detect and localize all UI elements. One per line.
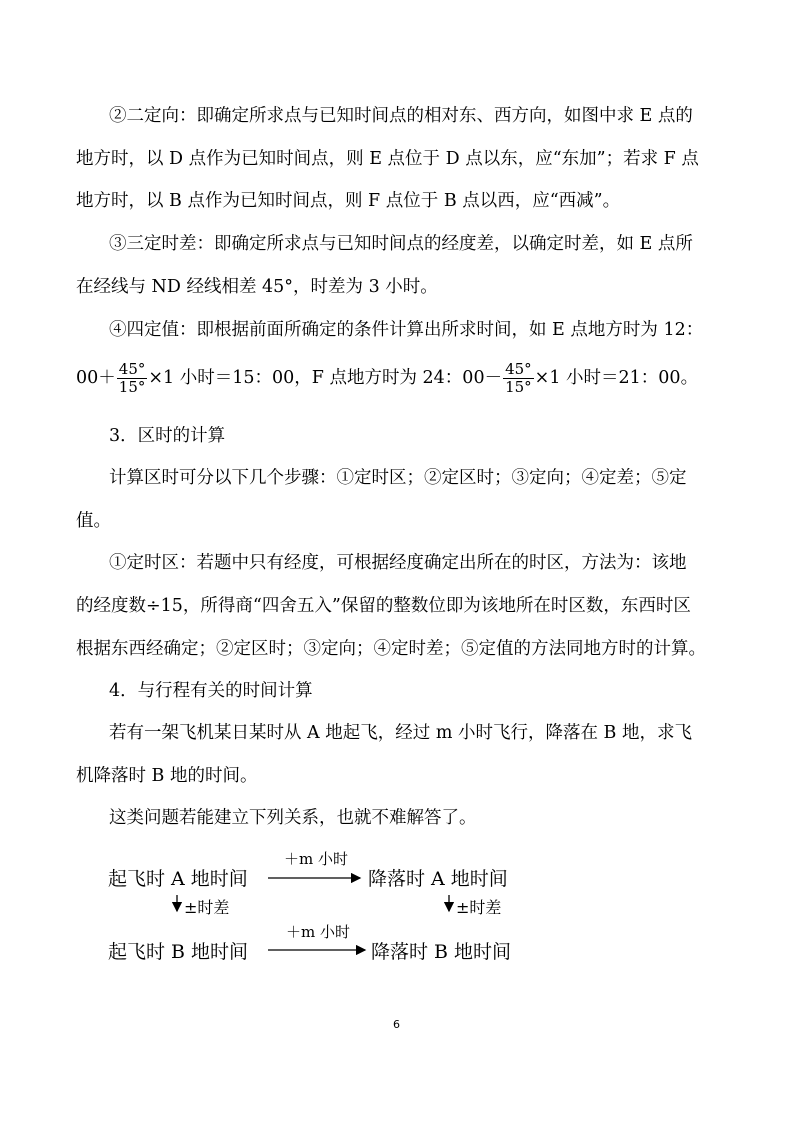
time-relation-diagram	[108, 845, 538, 970]
diagram-bottom-arrow-label: ＋m 小时	[286, 923, 350, 941]
fraction-denominator: 15°	[505, 378, 532, 396]
diagram-right-down-label: ±时差	[456, 898, 502, 917]
page-number: 6	[393, 1018, 400, 1031]
fraction-numerator: 45°	[505, 360, 532, 378]
diagram-top-left-label: 起飞时 A 地时间	[108, 868, 248, 890]
paragraph-line: 计算区时可分以下几个步骤：①定时区；②定区时；③定向；④定差；⑤定	[109, 468, 687, 488]
diagram-left-down-label: ±时差	[184, 898, 230, 917]
paragraph-line: 根据东西经确定；②定区时；③定向；④定时差；⑤定值的方法同地方时的计算。	[76, 639, 706, 659]
fraction-denominator: 15°	[118, 378, 146, 396]
paragraph-line: 机降落时 B 地的时间。	[76, 766, 258, 786]
formula-text: 00＋	[76, 368, 116, 388]
paragraph-line: 值。	[76, 511, 111, 531]
formula-line	[76, 358, 698, 398]
diagram-bottom-left-label: 起飞时 B 地时间	[108, 941, 249, 963]
paragraph-line: ③三定时差：即确定所求点与已知时间点的经度差，以确定时差，如 E 点所	[109, 234, 693, 254]
diagram-bottom-right-label: 降落时 B 地时间	[371, 941, 512, 963]
fraction	[117, 361, 148, 396]
formula-text: ×1 小时＝15：00，F 点地方时为 24：00－	[148, 368, 503, 388]
paragraph-line: 的经度数÷15，所得商“四舍五入”保留的整数位即为该地所在时区数，东西时区	[76, 596, 691, 616]
paragraph-line: 地方时，以 D 点作为已知时间点，则 E 点位于 D 点以东，应“东加”；若求 F 点	[76, 149, 699, 169]
paragraph-line: 这类问题若能建立下列关系，也就不难解答了。	[109, 808, 477, 828]
formula-text: ×1 小时＝21：00。	[534, 368, 699, 388]
fraction-numerator: 45°	[118, 360, 146, 378]
paragraph-line: 在经线与 ND 经线相差 45°，时差为 3 小时。	[76, 277, 438, 297]
paragraph-line: ④四定值：即根据前面所确定的条件计算出所求时间，如 E 点地方时为 12：	[109, 320, 704, 340]
fraction	[503, 361, 534, 396]
section-heading: 3．区时的计算	[109, 426, 226, 446]
diagram-top-right-label: 降落时 A 地时间	[368, 868, 508, 890]
paragraph-line: ②二定向：即确定所求点与已知时间点的相对东、西方向，如图中求 E 点的	[109, 106, 693, 126]
paragraph-line: 若有一架飞机某日某时从 A 地起飞，经过 m 小时飞行，降落在 B 地，求飞	[109, 723, 692, 743]
section-heading: 4．与行程有关的时间计算	[109, 681, 313, 701]
paragraph-line: 地方时，以 B 点作为已知时间点，则 F 点位于 B 点以西，应“西减”。	[76, 191, 621, 211]
diagram-top-arrow-label: ＋m 小时	[284, 850, 348, 868]
paragraph-line: ①定时区：若题中只有经度，可根据经度确定出所在的时区，方法为：该地	[109, 553, 687, 573]
